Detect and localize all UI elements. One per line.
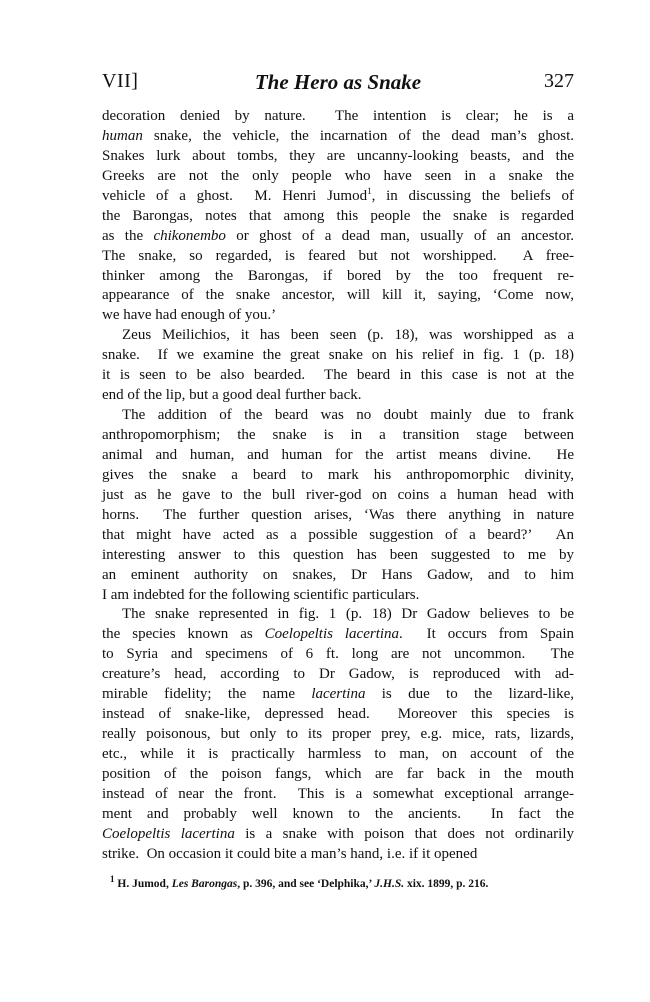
text-line: gives the snake a beard to mark his anthropomorphic divinity, <box>102 466 574 483</box>
body-text <box>102 107 574 865</box>
text-line: human snake, the vehicle, the incarnation of the dead man’s ghost. <box>102 127 574 144</box>
text-line: snake. If we examine the great snake on his relief in fig. 1 (p. 18) <box>102 347 574 364</box>
text-line: The addition of the beard was no doubt mainly due to frank <box>122 407 574 424</box>
text-line: we have had enough of you.’ <box>102 307 277 324</box>
running-title: The Hero as Snake <box>254 70 422 94</box>
page-number: 327 <box>544 70 574 92</box>
text-line: animal and human, and human for the artist means divine. He <box>102 446 574 463</box>
text-line: mirable fidelity; the name lacertina is due to the lizard-like, <box>102 686 574 703</box>
text-line: the Barongas, notes that among this people the snake is regarded <box>102 207 574 224</box>
text-line: The snake, so regarded, is feared but not worshipped. A free- <box>102 247 574 264</box>
text-line: position of the poison fangs, which are far back in the mouth <box>102 765 574 782</box>
paragraph-2 <box>102 326 574 406</box>
text-line: decoration denied by nature. The intention is clear; he is a <box>102 108 574 124</box>
text-line: an eminent authority on snakes, Dr Hans Gadow, and to him <box>102 566 574 583</box>
text-line: interesting answer to this question has been suggested to me by <box>102 546 574 563</box>
text-line: ment and probably well known to the ancients. In fact the <box>102 805 574 822</box>
text-line: creature’s head, according to Dr Gadow, is reproduced with ad- <box>102 666 574 683</box>
text-line: that might have acted as a possible suggestion of a beard?’ An <box>102 526 574 543</box>
paragraph-1 <box>102 107 574 326</box>
text-line: just as he gave to the bull river-god on coins a human head with <box>102 486 574 503</box>
text-line: anthropomorphism; the snake is in a transition stage between <box>102 427 574 443</box>
text-line: Snakes lurk about tombs, they are uncanny-looking beasts, and the <box>102 147 574 164</box>
text-line: The snake represented in fig. 1 (p. 18) Dr Gadow believes to be <box>122 606 574 623</box>
paragraph-3 <box>102 406 574 605</box>
footnote: $^1$ H. Jumod, Les Barongas, p. 396, and see ‘Delphika,’ J.H.S. xix. 1899, p. 216. <box>110 874 489 890</box>
text-line: appearance of the snake ancestor, will kill it, saying, ‘Come now, <box>102 287 574 304</box>
text-line: end of the lip, but a good deal further back. <box>102 387 362 404</box>
text-line: really poisonous, but only to its proper prey, e.g. mice, rats, lizards, <box>102 726 574 743</box>
text-line: thinker among the Barongas, if bored by the too frequent re- <box>102 267 574 284</box>
text-line: Coelopeltis lacertina is a snake with poison that does not ordinarily <box>102 825 574 842</box>
paragraph-4 <box>102 605 574 864</box>
text-line: instead of near the front. This is a somewhat exceptional arrange- <box>102 785 574 802</box>
text-line: I am indebted for the following scientific particulars. <box>102 586 420 603</box>
text-line: it is seen to be also bearded. The beard in this case is not at the <box>102 367 574 384</box>
text-line: as the chikonembo or ghost of a dead man, usually of an ancestor. <box>102 227 574 244</box>
text-line: the species known as Coelopeltis lacertina. It occurs from Spain <box>102 626 575 643</box>
chapter-number: VII] <box>102 70 139 92</box>
text-line: instead of snake-like, depressed head. Moreover this species is <box>102 706 574 723</box>
text-line: vehicle of a ghost. M. Henri Jumod$^1$, in discussing the beliefs of <box>102 185 574 204</box>
running-header <box>102 70 574 100</box>
text-line: etc., while it is practically harmless to man, on account of the <box>102 746 574 762</box>
text-line: horns. The further question arises, ‘Was there anything in nature <box>102 506 574 523</box>
text-line: to Syria and specimens of 6 ft. long are not uncommon. The <box>102 646 574 663</box>
text-line: strike. On occasion it could bite a man’s hand, i.e. if it opened <box>102 845 478 862</box>
text-line: Zeus Meilichios, it has been seen (p. 18), was worshipped as a <box>122 327 574 344</box>
text-line: Greeks are not the only people who have seen in a snake the <box>102 167 574 184</box>
